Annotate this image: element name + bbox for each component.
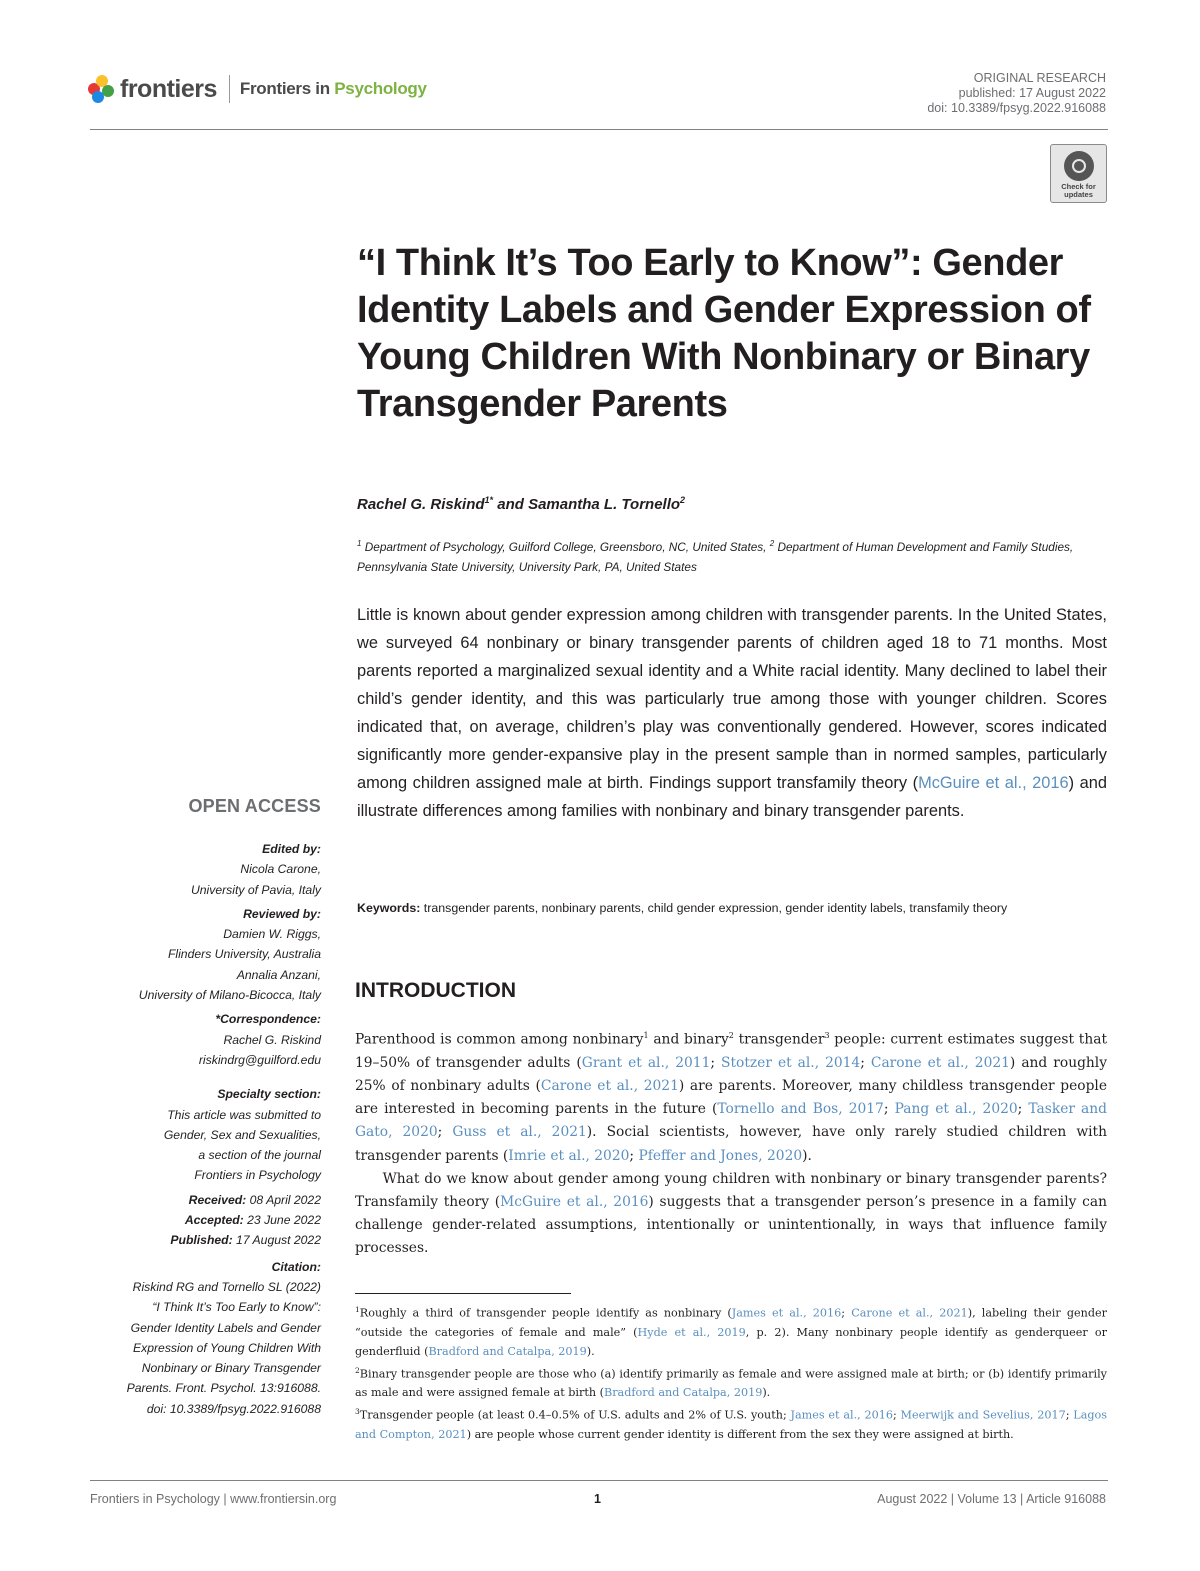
footnotes bbox=[355, 1300, 1107, 1444]
citation-text: “I Think It’s Too Early to Know”: bbox=[152, 1300, 321, 1315]
intro-text: people: current estimates suggest that 19–50% of transgender adults ( bbox=[355, 1031, 1107, 1071]
accepted-line bbox=[127, 1210, 321, 1230]
footnote-number: 3 bbox=[355, 1407, 360, 1417]
footnote-number: 1 bbox=[355, 1305, 360, 1314]
citation-link[interactable]: Bradford and Catalpa, 2019 bbox=[428, 1344, 587, 1358]
footer-rule bbox=[90, 1480, 1108, 1481]
footnote-ref-3[interactable]: 3 bbox=[824, 1031, 830, 1040]
accepted-date: 23 June 2022 bbox=[243, 1213, 321, 1228]
article-meta bbox=[927, 71, 1106, 116]
citation-link[interactable]: Grant et al., 2011 bbox=[581, 1054, 711, 1071]
intro-text: ; bbox=[437, 1124, 453, 1141]
intro-text: ; bbox=[629, 1147, 639, 1164]
keywords-label: Keywords: bbox=[357, 901, 421, 915]
intro-text: ). Social scientists, however, have only rarely studied children with transgender parents ( bbox=[355, 1124, 1107, 1164]
intro-text: Parenthood is common among nonbinary bbox=[355, 1031, 644, 1048]
footer-journal[interactable]: Frontiers in Psychology | www.frontiersin.org bbox=[90, 1492, 337, 1506]
footnote-ref-2[interactable]: 2 bbox=[728, 1031, 734, 1040]
affil-1-sup: 1 bbox=[357, 539, 362, 548]
citation-link[interactable]: Tasker and Gato, 2020 bbox=[355, 1101, 1107, 1141]
footnote-text: ; bbox=[1065, 1409, 1074, 1423]
citation-link[interactable]: Bradford and Catalpa, 2019 bbox=[603, 1386, 763, 1400]
intro-paragraph-1 bbox=[355, 1024, 1107, 1168]
reviewer-name[interactable]: Damien W. Riggs, bbox=[223, 927, 321, 942]
sidebar-editors bbox=[127, 839, 321, 1419]
affiliation-1: Department of Psychology, Guilford College, Greensboro, NC, United States, bbox=[364, 539, 770, 554]
journal-name: Frontiers in Psychology bbox=[239, 79, 427, 98]
citation-link[interactable]: Pang et al., 2020 bbox=[894, 1101, 1018, 1118]
intro-text: ; bbox=[1017, 1101, 1029, 1118]
intro-paragraph-2 bbox=[355, 1168, 1107, 1261]
keywords-text: transgender parents, nonbinary parents, child gender expression, gender identity labels, transfamily theory bbox=[420, 901, 1008, 915]
logo-separator bbox=[229, 75, 230, 103]
citation-link[interactable]: Stotzer et al., 2014 bbox=[721, 1054, 861, 1071]
abstract bbox=[357, 601, 1107, 825]
citation-link[interactable]: Carone et al., 2021 bbox=[870, 1054, 1010, 1071]
accepted-label: Accepted: bbox=[184, 1213, 244, 1228]
intro-text: What do we know about gender among young children with nonbinary or binary transgender parents? Transfamily theory ( bbox=[355, 1170, 1107, 1211]
citation-link[interactable]: McGuire et al., 2016 bbox=[500, 1194, 649, 1211]
citation-link[interactable]: James et al., 2016 bbox=[790, 1409, 893, 1423]
received-line bbox=[127, 1190, 321, 1210]
frontiers-logo[interactable] bbox=[88, 72, 427, 106]
citation-link[interactable]: Pfeffer and Jones, 2020 bbox=[638, 1147, 803, 1164]
citation-link[interactable]: Imrie et al., 2020 bbox=[508, 1147, 630, 1164]
page-number: 1 bbox=[594, 1492, 601, 1506]
specialty-text: Gender, Sex and Sexualities, bbox=[163, 1127, 321, 1142]
citation-link[interactable]: Hyde et al., 2019 bbox=[637, 1325, 746, 1339]
author-2-sup: 2 bbox=[680, 495, 686, 505]
intro-text: ). bbox=[802, 1147, 812, 1164]
citation-link[interactable]: Guss et al., 2021 bbox=[452, 1124, 587, 1141]
correspondence-name: Rachel G. Riskind bbox=[223, 1032, 321, 1047]
footnote-1 bbox=[355, 1300, 1107, 1361]
editor-name[interactable]: Nicola Carone, bbox=[240, 862, 321, 877]
footnote-text: ; bbox=[841, 1306, 852, 1320]
reviewer-affiliation: University of Milano-Bicocca, Italy bbox=[138, 988, 321, 1003]
author-2[interactable]: Samantha L. Tornello bbox=[528, 496, 681, 513]
footnote-text: ; bbox=[892, 1409, 901, 1423]
intro-text: ; bbox=[883, 1101, 895, 1118]
footnote-text: ), labeling their gender “outside the categories of female and male” ( bbox=[355, 1306, 1107, 1339]
abstract-text-end: ) and illustrate differences among families with nonbinary and binary transgender parents. bbox=[357, 774, 1107, 820]
citation-link[interactable]: James et al., 2016 bbox=[731, 1306, 842, 1320]
citation-text: Nonbinary or Binary Transgender bbox=[141, 1361, 321, 1376]
check-for-updates-icon bbox=[1064, 151, 1094, 181]
footnote-3 bbox=[355, 1402, 1107, 1444]
published-label: Published: bbox=[170, 1233, 233, 1248]
check-for-updates-badge[interactable] bbox=[1050, 144, 1107, 203]
authors bbox=[357, 495, 685, 513]
author-1-sup: 1* bbox=[484, 495, 494, 505]
footnote-text: ). bbox=[762, 1386, 771, 1400]
footnote-text: Transgender people (at least 0.4–0.5% of U.S. adults and 2% of U.S. youth; bbox=[359, 1409, 791, 1423]
open-access-label: OPEN ACCESS bbox=[188, 796, 321, 816]
citation-link[interactable]: Meerwijk and Sevelius, 2017 bbox=[900, 1409, 1066, 1423]
received-date: 08 April 2022 bbox=[246, 1192, 321, 1207]
reviewer-name[interactable]: Annalia Anzani, bbox=[236, 967, 321, 982]
author-1[interactable]: Rachel G. Riskind bbox=[357, 496, 485, 513]
citation-link[interactable]: Carone et al., 2021 bbox=[851, 1306, 968, 1320]
specialty-text: This article was submitted to bbox=[167, 1107, 321, 1122]
footnote-text: Roughly a third of transgender people identify as nonbinary ( bbox=[359, 1306, 732, 1320]
citation-link[interactable]: Tornello and Bos, 2017 bbox=[717, 1101, 884, 1118]
specialty-text: Frontiers in Psychology bbox=[194, 1168, 321, 1183]
specialty-label: Specialty section: bbox=[217, 1087, 321, 1102]
correspondence-email[interactable]: riskindrg@guilford.edu bbox=[198, 1052, 321, 1067]
footnote-text: ). bbox=[586, 1344, 595, 1358]
author-joiner: and bbox=[493, 496, 529, 513]
editor-affiliation: University of Pavia, Italy bbox=[190, 882, 321, 897]
intro-text: ) suggests that a transgender person’s presence in a family can challenge gender-related assumptions, intentionally or unintentionally, in ways that influence family processes. bbox=[355, 1194, 1107, 1257]
footnote-text: , p. 2). Many nonbinary people identify as genderqueer or genderfluid ( bbox=[355, 1325, 1108, 1358]
citation-link[interactable]: Carone et al., 2021 bbox=[540, 1078, 679, 1094]
citation-label: Citation: bbox=[271, 1259, 321, 1274]
footnote-ref-1[interactable]: 1 bbox=[643, 1031, 649, 1040]
footnote-text: Binary transgender people are those who (a) identify primarily as female and were assigned male at birth; or (b) identify primarily as male and were assigned female at birth ( bbox=[355, 1367, 1107, 1400]
received-label: Received: bbox=[188, 1192, 247, 1207]
footnote-text: ) are people whose current gender identity is different from the sex they were assigned at birth. bbox=[466, 1428, 1014, 1442]
affiliation-2: Department of Human Development and Family Studies, Pennsylvania State University, University Park, PA, United States bbox=[357, 539, 1074, 574]
footnote-number: 2 bbox=[355, 1365, 360, 1375]
correspondence-label: *Correspondence: bbox=[215, 1012, 321, 1027]
citation-text: Parents. Front. Psychol. 13:916088. bbox=[126, 1381, 321, 1396]
footer-issue: August 2022 | Volume 13 | Article 916088 bbox=[877, 1492, 1106, 1506]
citation-link[interactable]: McGuire et al., 2016 bbox=[918, 774, 1069, 792]
badge-label: Check for updates bbox=[1061, 182, 1096, 199]
citation-text: Riskind RG and Tornello SL (2022) bbox=[132, 1279, 321, 1294]
intro-text: ) and roughly 25% of nonbinary adults ( bbox=[355, 1054, 1107, 1094]
introduction-heading: INTRODUCTION bbox=[355, 979, 516, 1002]
intro-text: ; bbox=[860, 1054, 871, 1071]
citation-text: Expression of Young Children With bbox=[132, 1340, 321, 1355]
edited-by-label: Edited by: bbox=[262, 842, 321, 856]
reviewed-by-label: Reviewed by: bbox=[243, 906, 321, 921]
article-type: ORIGINAL RESEARCH bbox=[973, 71, 1106, 85]
citation-doi[interactable]: doi: 10.3389/fpsyg.2022.916088 bbox=[146, 1401, 321, 1416]
introduction-body bbox=[355, 1024, 1107, 1261]
logo-wordmark: frontiers bbox=[120, 74, 217, 103]
intro-text: ) are parents. Moreover, many childless transgender people are interested in becoming parents in the future ( bbox=[355, 1078, 1107, 1118]
abstract-text: Little is known about gender expression among children with transgender parents. In the United States, we surveyed 64 nonbinary or binary transgender parents of children aged 18 to 71 months. Most parents reported a marginalized sexual identity and a White racial identity. Many declined to label their child’s gender identity, and this was particularly true among those with younger children. Scores indicated that, on average, children’s play was conventionally gendered. However, scores indicated significantly more gender-expansive play in the present sample than in normed samples, particularly among children assigned male at birth. Findings support transfamily theory ( bbox=[357, 606, 1107, 792]
intro-text: ; bbox=[710, 1054, 722, 1071]
footnote-rule bbox=[355, 1293, 571, 1294]
article-title: “I Think It’s Too Early to Know”: Gender Identity Labels and Gender Expression of Young Children With Nonbinary or Binary Transgender Parents bbox=[357, 242, 1091, 425]
intro-text: transgender bbox=[733, 1031, 825, 1048]
doi[interactable]: doi: 10.3389/fpsyg.2022.916088 bbox=[927, 101, 1106, 115]
affil-2-sup: 2 bbox=[769, 539, 775, 548]
published-line bbox=[127, 1230, 321, 1250]
citation-text: Gender Identity Labels and Gender bbox=[130, 1320, 321, 1335]
reviewer-affiliation: Flinders University, Australia bbox=[167, 947, 321, 962]
citation-link[interactable]: Lagos and Compton, 2021 bbox=[355, 1409, 1108, 1442]
specialty-text: a section of the journal bbox=[198, 1148, 321, 1163]
published-date-side: 17 August 2022 bbox=[232, 1233, 321, 1248]
frontiers-logo-icon bbox=[88, 75, 116, 103]
affiliations bbox=[357, 534, 1077, 577]
intro-text: and binary bbox=[648, 1031, 729, 1048]
keywords bbox=[357, 899, 1107, 918]
header-rule bbox=[90, 129, 1108, 130]
footnote-2 bbox=[355, 1361, 1107, 1403]
published-date: published: 17 August 2022 bbox=[958, 86, 1106, 100]
